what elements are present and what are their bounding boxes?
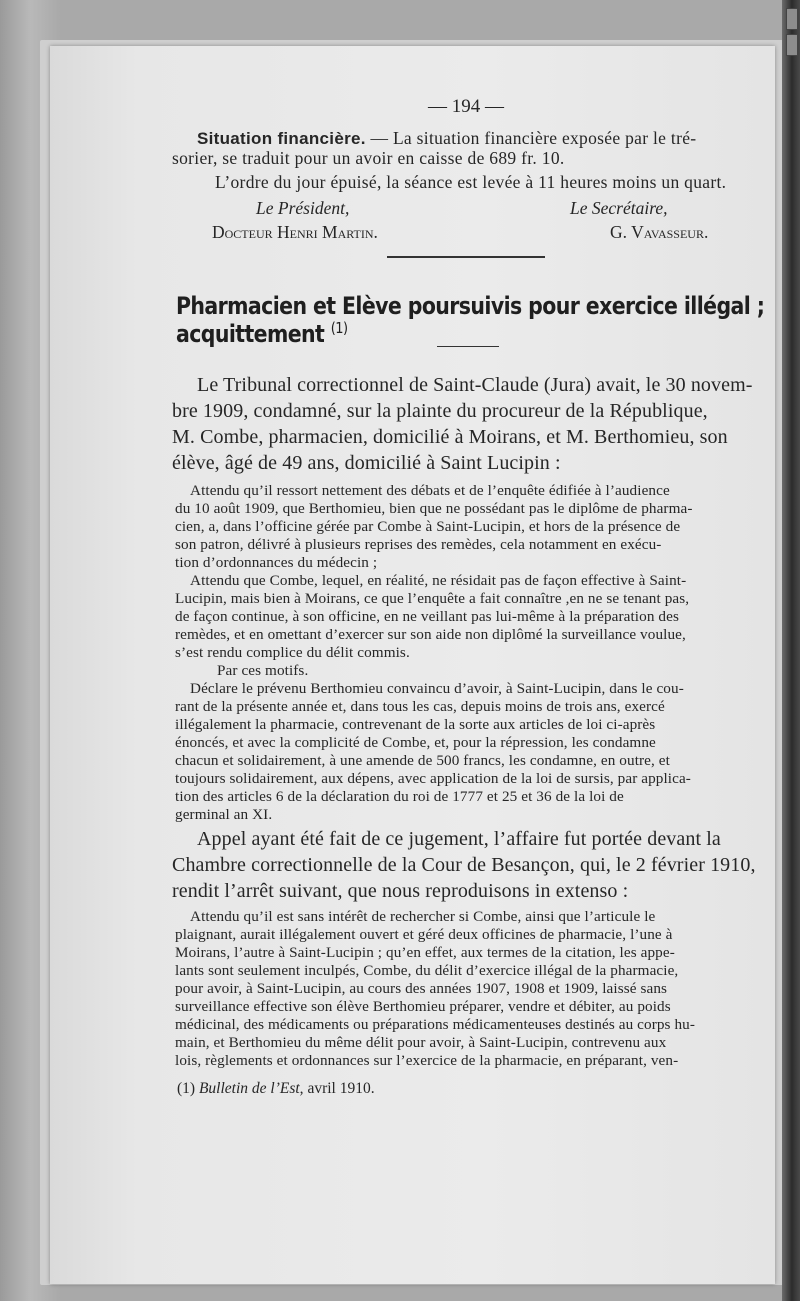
- finance-text-2: sorier, se traduit pour un avoir en caisse de 689 fr. 10.: [172, 148, 565, 168]
- ruling-line: pour avoir, à Saint-Lucipin, au cours des années 1907, 1908 et 1909, laissé sans: [175, 980, 668, 997]
- judgment-line: rant de la présente année et, dans tous les cas, depuis moins de trois ans, exercé: [175, 698, 665, 715]
- president-title: Le Président,: [256, 198, 350, 218]
- page-number: — 194 —: [428, 96, 504, 117]
- judgment-line: énoncés, et avec la complicité de Combe, et, pour la répression, les condamne: [175, 734, 656, 751]
- judgment-line: du 10 août 1909, que Berthomieu, bien que ne possédant pas le diplôme de pharma-: [175, 500, 693, 517]
- judgment-line: Lucipin, mais bien à Moirans, ce que l’enquête a fait connaître ,en ne se tenant pas,: [175, 590, 690, 607]
- secretary-title: Le Secrétaire,: [570, 198, 668, 218]
- judgment-line: Déclare le prévenu Berthomieu convaincu d’avoir, à Saint-Lucipin, dans le cou-: [190, 680, 684, 697]
- ruling-line: médicinal, des médicaments ou préparations médicamenteuses destinés au corps hu-: [175, 1016, 695, 1033]
- intro-line: Le Tribunal correctionnel de Saint-Claude (Jura) avait, le 30 novem-: [197, 374, 753, 396]
- finance-dash: —: [365, 128, 393, 148]
- footnote: [177, 1080, 375, 1098]
- judgment-line: remèdes, et en omettant d’exercer sur son aide non diplômé la surveillance voulue,: [175, 626, 686, 643]
- article-title-text: Pharmacien et Elève poursuivis pour exercice illégal ; acquittement: [176, 292, 765, 348]
- section-divider: [387, 256, 545, 258]
- finance-text-1: La situation financière exposée par le tré-: [392, 128, 697, 148]
- judgment-line: cien, a, dans l’officine gérée par Combe à Saint-Lucipin, et hors de la présence de: [175, 518, 681, 535]
- appeal-line: rendit l’arrêt suivant, que nous reproduisons in extenso :: [172, 880, 629, 902]
- judgment-line: illégalement la pharmacie, contrevenant de la sorte aux articles de loi ci-après: [175, 716, 656, 733]
- ruling-line: plaignant, aurait illégalement ouvert et géré deux officines de pharmacie, l’une à: [175, 926, 673, 943]
- ruling-line: Attendu qu’il est sans intérêt de rechercher si Combe, ainsi que l’articule le: [190, 908, 656, 925]
- ruling-line: surveillance effective son élève Berthomieu préparer, vendre et débiter, au poids: [175, 998, 671, 1015]
- title-footnote-mark: (1): [330, 320, 348, 338]
- judgment-line: tion d’ordonnances du médecin ;: [175, 554, 378, 571]
- secretary-name: G. Vavasseur.: [610, 222, 709, 242]
- intro-line: M. Combe, pharmacien, domicilié à Moirans, et M. Berthomieu, son: [172, 426, 728, 448]
- judgment-line: de façon continue, à son officine, en ne veillant pas lui-même à la préparation des: [175, 608, 679, 625]
- finance-label: Situation financière.: [197, 129, 366, 148]
- binding-clip: [786, 8, 798, 30]
- intro-line: élève, âgé de 49 ans, domicilié à Saint Lucipin :: [172, 452, 561, 474]
- closing-sentence: L’ordre du jour épuisé, la séance est levée à 11 heures moins un quart.: [215, 172, 727, 192]
- judgment-line: s’est rendu complice du délit commis.: [175, 644, 410, 661]
- president-name: Docteur Henri Martin.: [212, 222, 378, 242]
- judgment-line: tion des articles 6 de la déclaration du roi de 1777 et 25 et 36 de la loi de: [175, 788, 624, 805]
- footnote-source: Bulletin de l’Est,: [198, 1080, 304, 1097]
- footnote-mark: (1): [177, 1080, 196, 1097]
- ruling-line: Moirans, l’autre à Saint-Lucipin ; qu’en effet, aux termes de la citation, les appe-: [175, 944, 675, 961]
- appeal-line: Chambre correctionnelle de la Cour de Besançon, qui, le 2 février 1910,: [172, 854, 756, 876]
- judgment-line: Par ces motifs.: [217, 662, 309, 679]
- appeal-line: Appel ayant été fait de ce jugement, l’affaire fut portée devant la: [197, 828, 721, 850]
- judgment-line: germinal an XI.: [175, 806, 273, 823]
- judgment-line: toujours solidairement, aux dépens, avec application de la loi de sursis, par applica-: [175, 770, 691, 787]
- binding-clip: [786, 34, 798, 56]
- ruling-line: lois, règlements et ordonnances sur l’exercice de la pharmacie, en préparant, ven-: [175, 1052, 679, 1069]
- footnote-date: avril 1910.: [307, 1080, 375, 1097]
- ruling-line: lants sont seulement inculpés, Combe, du délit d’exercice illégal de la pharmacie,: [175, 962, 679, 979]
- title-underline: [437, 346, 499, 347]
- judgment-line: son patron, délivré à plusieurs reprises des remèdes, cela notamment en exécu-: [175, 536, 662, 553]
- article-title: [176, 292, 800, 347]
- judgment-line: Attendu qu’il ressort nettement des débats et de l’enquête édifiée à l’audience: [190, 482, 670, 499]
- judgment-line: Attendu que Combe, lequel, en réalité, ne résidait pas de façon effective à Saint-: [190, 572, 687, 589]
- book-binding-edge: [782, 0, 800, 1301]
- judgment-line: chacun et solidairement, à une amende de 500 francs, les condamne, en outre, et: [175, 752, 670, 769]
- intro-line: bre 1909, condamné, sur la plainte du procureur de la République,: [172, 400, 708, 422]
- ruling-line: main, et Berthomieu du même délit pour avoir, à Saint-Lucipin, contrevenu aux: [175, 1034, 667, 1051]
